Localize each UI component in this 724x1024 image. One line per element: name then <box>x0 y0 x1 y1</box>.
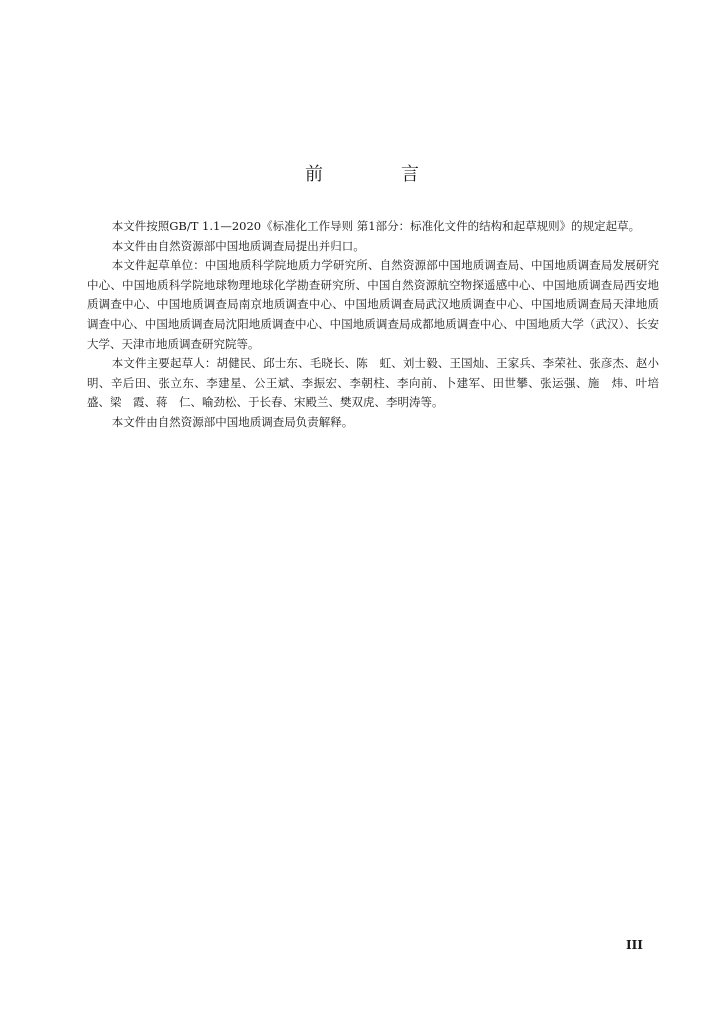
paragraph-main-drafters: 本文件主要起草人：胡健民、邱士东、毛晓长、陈 虹、刘士毅、王国灿、王家兵、李荣社、张彦杰、赵小明、辛后田、张立东、李建星、公王斌、李振宏、李朝柱、李向前、卜建军、田世攀、张运强、施 炜、叶培盛、梁 霞、蒋 仁、喻劲松、于长春、宋殿兰、樊双虎、李明涛等。 <box>87 356 659 410</box>
paragraph-drafting-units: 本文件起草单位：中国地质科学院地质力学研究所、自然资源部中国地质调查局、中国地质调查局发展研究中心、中国地质科学院地球物理地球化学勘查研究所、中国自然资源航空物探遥感中心、中国地质调查局西安地质调查中心、中国地质调查局南京地质调查中心、中国地质调查局武汉地质调查中心、中国地质调查局天津地质调查中心、中国地质调查局沈阳地质调查中心、中国地质调查局成都地质调查中心、中国地质大学（武汉）、长安大学、天津市地质调查研究院等。 <box>87 258 659 351</box>
page-title: 前 言 <box>305 164 449 185</box>
paragraph-drafting-rules: 本文件按照GB/T 1.1—2020《标准化工作导则 第1部分：标准化文件的结构和起草规则》的规定起草。 <box>111 219 641 233</box>
page-number: III <box>626 938 643 952</box>
paragraph-proposer: 本文件由自然资源部中国地质调查局提出并归口。 <box>111 238 365 253</box>
foreword-body <box>87 217 659 433</box>
paragraph-interpretation: 本文件由自然资源部中国地质调查局负责解释。 <box>111 414 354 429</box>
